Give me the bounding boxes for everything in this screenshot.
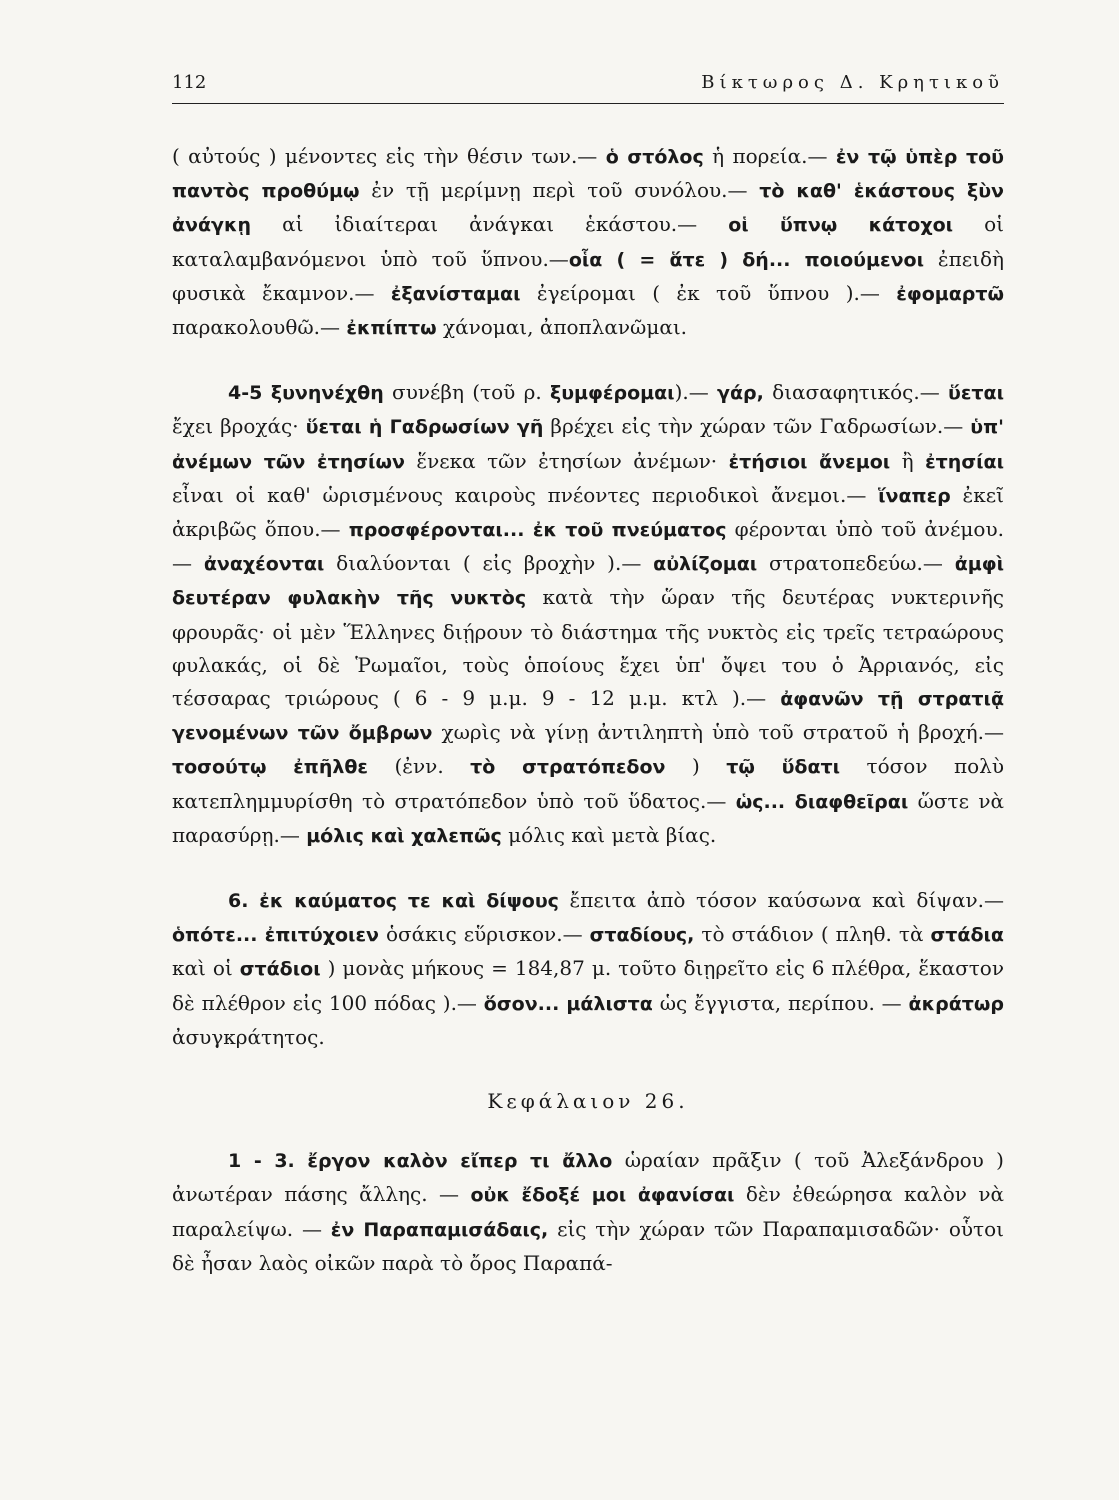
lemma-term: σταδίους, xyxy=(589,924,695,947)
lemma-term: προσφέρονται... ἐκ τοῦ πνεύματος xyxy=(348,519,727,542)
lemma-term: μόλις καὶ χαλεπῶς xyxy=(306,824,502,847)
gloss-text: ) xyxy=(665,754,727,779)
gloss-text: ) μονὰς μήκους = 184,87 μ. τοῦτο διῃρεῖτο εἰς 6 πλέθρα, ἕκαστον δὲ πλέθρον εἰς 100 πόδας ).— xyxy=(172,956,1004,1015)
gloss-text: χάνομαι, ἀποπλανῶμαι. xyxy=(436,315,688,340)
gloss-text: οἱ καταλαμβανόμενοι ὑπὸ τοῦ ὕπνου.— xyxy=(172,212,1004,271)
lemma-term: ὅσον... μάλιστα xyxy=(483,992,653,1015)
gloss-text: εἶναι οἱ καθ' ὡρισμένους καιροὺς πνέοντες περιοδικοὶ ἄνεμοι.— xyxy=(172,482,879,507)
gloss-text: ὁσάκις εὕρισκον.— xyxy=(378,922,590,947)
header-rule xyxy=(172,103,1004,104)
gloss-text: ἔχει βροχάς· xyxy=(172,414,306,439)
gloss-text: (ἐνν. xyxy=(368,754,471,779)
lemma-term: στάδια xyxy=(930,924,1004,947)
lemma-term: τὸ στρατόπεδον xyxy=(470,756,666,779)
lemma-term: ἐφομαρτῶ xyxy=(896,282,1005,305)
gloss-text: ἕνεκα τῶν ἐτησίων ἀνέμων· xyxy=(404,448,729,473)
lemma-term: ξυμφέρομαι xyxy=(550,382,675,405)
gloss-text: Κεφάλαιον 26. xyxy=(487,1089,689,1114)
gloss-text: ἡ πορεία.— xyxy=(703,144,836,168)
lemma-term: ἀφανῶν τῇ στρατιᾷ γενομένων τῶν ὄμβρων xyxy=(172,688,1005,745)
gloss-text: ἐπειδὴ φυσικὰ ἔκαμνον.— xyxy=(172,246,1004,305)
lemma-term: στάδιοι xyxy=(239,958,321,981)
lemma-term: ὕεται xyxy=(947,382,1004,405)
gloss-text: ἐγείρομαι ( ἐκ τοῦ ὕπνου ).— xyxy=(520,280,897,305)
lemma-term: 1 - 3. ἔργον καλὸν εἴπερ τι ἄλλο xyxy=(228,1150,613,1173)
gloss-text: κατὰ τὴν ὥραν τῆς δευτέρας νυκτερινῆς φρουρᾶς· οἱ μὲν Ἕλληνες διῄρουν τὸ διάστημα τῆς νυκτὸς εἰς τρεῖς τετραώρους φυλακάς, οἱ δὲ Ῥωμαῖοι, τοὺς ὁποίους ἔχει ὑπ' ὄψει του ὁ Ἀρριανός, εἰς τέσσαρας τριώρους ( 6 - 9 μ.μ. 9 - 12 μ.μ. κτλ ).— xyxy=(172,585,1005,711)
chapter-heading xyxy=(172,1085,1004,1118)
lemma-term: ἀκράτωρ xyxy=(908,992,1004,1015)
lemma-term: ἐξανίσταμαι xyxy=(390,282,521,305)
lemma-term: ἐτήσιοι ἄνεμοι xyxy=(728,450,891,473)
gloss-text: ὡς ἔγγιστα, περίπου. — xyxy=(652,990,909,1015)
gloss-text: ).— xyxy=(674,380,718,405)
gloss-text: διασαφητικός.— xyxy=(763,380,948,405)
gloss-text: ἐκεῖ ἀκριβῶς ὅπου.— xyxy=(172,482,1004,542)
gloss-text: ( αὐτούς ) μένοντες εἰς τὴν θέσιν των.— xyxy=(172,144,606,168)
lemma-term: οἷα ( = ἅτε ) δή... ποιούμενοι xyxy=(568,248,924,271)
running-head: Βίκτωρος Δ. Κρητικοῦ xyxy=(701,72,1004,93)
lemma-term: ἐκπίπτω xyxy=(346,317,437,340)
lemma-term: οὐκ ἔδοξέ μοι ἀφανίσαι xyxy=(470,1184,735,1207)
lemma-term: γάρ, xyxy=(717,382,764,405)
gloss-text: ἐν τῇ μερίμνῃ περὶ τοῦ συνόλου.— xyxy=(359,178,760,203)
gloss-text: βρέχει εἰς τὴν χώραν τῶν Γαδρωσίων.— xyxy=(543,414,971,439)
lemma-term: ὡς... διαφθεῖραι xyxy=(735,790,909,813)
paragraph xyxy=(172,884,1004,1054)
lemma-term: τῷ ὕδατι xyxy=(726,756,841,779)
gloss-text: συνέβη (τοῦ ρ. xyxy=(383,380,550,405)
lemma-term: ὁ στόλος xyxy=(605,146,704,168)
gloss-text: ὥστε νὰ παρασύρῃ.— xyxy=(172,788,1004,847)
paragraph xyxy=(172,140,1004,345)
lemma-term: ὕεται ἡ Γαδρωσίων γῆ xyxy=(305,416,544,439)
paragraph xyxy=(172,1144,1004,1280)
gloss-text: μόλις καὶ μετὰ βίας. xyxy=(501,822,717,847)
gloss-text: καὶ οἱ xyxy=(172,956,240,981)
lemma-term: 4-5 ξυνηνέχθη xyxy=(228,382,384,405)
gloss-text: παρακολουθῶ.— xyxy=(172,315,347,340)
lemma-term: τοσούτῳ ἐπῆλθε xyxy=(172,756,369,779)
gloss-text: εἰς τὴν χώραν τῶν Παραπαμισαδῶν· οὗτοι δὲ ἦσαν λαὸς οἰκῶν παρὰ τὸ ὄρος Παραπά- xyxy=(172,1216,1004,1275)
lemma-term: ἀμφὶ δευτέραν φυλακὴν τῆς νυκτὸς xyxy=(172,553,1004,610)
gloss-text: τόσον πολὺ κατεπλημμυρίσθη τὸ στρατόπεδον ὑπὸ τοῦ ὕδατος.— xyxy=(172,754,1004,813)
lemma-term: ἐν τῷ ὑπὲρ τοῦ παντὸς προθύμῳ xyxy=(172,146,1004,203)
lemma-term: 6. ἐκ καύματος τε καὶ δίψους xyxy=(228,890,559,913)
gloss-text: δὲν ἐθεώρησα καλὸν νὰ παραλείψω. — xyxy=(172,1182,1005,1241)
lemma-term: ὁπότε... ἐπιτύχοιεν xyxy=(172,924,379,947)
lemma-term: τὸ καθ' ἑκάστους ξὺν ἀνάγκῃ xyxy=(172,180,1004,237)
lemma-term: ἐν Παραπαμισάδαις, xyxy=(330,1218,549,1241)
page-number: 112 xyxy=(172,72,207,93)
gloss-text: χωρὶς νὰ γίνῃ ἀντιληπτὴ ὑπὸ τοῦ στρατοῦ ἡ βροχή.— xyxy=(432,720,1004,745)
gloss-text: διαλύονται ( εἰς βροχὴν ).— xyxy=(324,551,654,576)
gloss-text: αἱ ἰδιαίτεραι ἀνάγκαι ἑκάστου.— xyxy=(251,212,729,237)
lemma-term: ὑπ' ἀνέμων τῶν ἐτησίων xyxy=(172,416,1004,473)
body-text xyxy=(172,140,1004,1280)
gloss-text: φέρονται ὑπὸ τοῦ ἀνέμου.— xyxy=(172,517,1004,576)
gloss-text: ἢ xyxy=(890,448,926,473)
paragraph xyxy=(172,376,1004,853)
lemma-term: ἐτησίαι xyxy=(925,450,1004,473)
lemma-term: οἱ ὕπνῳ κάτοχοι xyxy=(728,214,954,237)
page-header xyxy=(172,72,1004,93)
gloss-text: τὸ στάδιον ( πληθ. τὰ xyxy=(694,922,931,947)
lemma-term: ἵναπερ xyxy=(878,484,951,507)
gloss-text: ἔπειτα ἀπὸ τόσον καύσωνα καὶ δίψαν.— xyxy=(558,888,1005,913)
gloss-text: ὡραίαν πρᾶξιν ( τοῦ Ἀλεξάνδρου ) ἀνωτέραν πάσης ἄλλης. — xyxy=(172,1148,1004,1207)
gloss-text: στρατοπεδεύω.— xyxy=(757,551,955,576)
lemma-term: αὐλίζομαι xyxy=(653,553,758,576)
gloss-text: ἀσυγκράτητος. xyxy=(172,1024,325,1049)
lemma-term: ἀναχέονται xyxy=(203,553,325,576)
